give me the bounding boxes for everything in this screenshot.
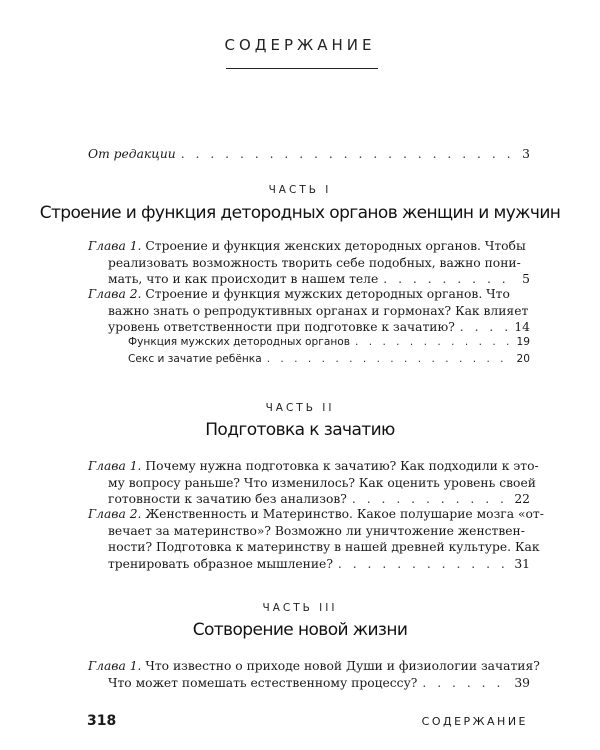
toc-entry-chapter[interactable] [88, 658, 540, 691]
leader-dots [460, 319, 510, 336]
leader-dots [338, 556, 509, 573]
chapter-line: Что известно о приходе новой Души и физиологии зачатия? [145, 659, 540, 673]
toc-entry-page: 39 [514, 675, 530, 690]
chapter-number: Глава 1. [88, 459, 142, 473]
part-label: ЧАСТЬ III [262, 602, 338, 614]
footer-running-title: СОДЕРЖАНИЕ [421, 715, 528, 728]
chapter-line: Строение и функция мужских детородных органов. Что [145, 287, 510, 301]
chapter-line: Женственность и Материнство. Какое полушарие мозга «от- [145, 507, 544, 521]
chapter-line: реализовать возможность творить себе подобных, важно пони- [108, 255, 521, 270]
toc-entry-editorial[interactable] [88, 146, 530, 163]
leader-dots [267, 353, 512, 365]
chapter-number: Глава 1. [88, 239, 142, 253]
leader-dots [422, 675, 509, 692]
toc-entry-chapter[interactable] [88, 506, 544, 572]
part-title: Сотворение новой жизни [192, 620, 408, 640]
chapter-line: важно знать о репродуктивных органах и гормонах? Как влияет [108, 303, 529, 318]
toc-entry-page: 14 [514, 320, 530, 335]
leader-dots [355, 336, 512, 348]
chapter-line: готовности к зачатию без анализов? [108, 492, 347, 507]
chapter-number: Глава 2. [88, 507, 142, 521]
toc-entry-page: 22 [514, 492, 530, 507]
title-divider [226, 68, 378, 69]
toc-entry-page: 5 [522, 272, 530, 287]
chapter-line: Почему нужна подготовка к зачатию? Как подходили к это- [145, 459, 539, 473]
subsection-label: Функция мужских детородных органов [128, 336, 350, 348]
toc-entry-page: 3 [522, 147, 530, 161]
part-label: ЧАСТЬ II [265, 402, 335, 414]
page-title: СОДЕРЖАНИЕ [224, 36, 376, 54]
chapter-line: ности? Подготовка к материнству в нашей древней культуре. Как [108, 540, 540, 555]
toc-entry-page: 20 [516, 353, 530, 365]
part-label: ЧАСТЬ I [268, 184, 332, 196]
leader-dots [181, 146, 517, 163]
toc-entry-label: От редакции [88, 147, 176, 161]
subsection-label: Секс и зачатие ребёнка [128, 353, 262, 365]
toc-subsection[interactable] [128, 353, 530, 369]
chapter-line: вечает за материнство»? Возможно ли уничтожение женствен- [108, 523, 525, 538]
chapter-number: Глава 1. [88, 659, 142, 673]
chapter-line: мать, что и как происходит в нашем теле [108, 272, 379, 287]
toc-entry-chapter[interactable] [88, 458, 539, 508]
toc-subsection[interactable] [128, 336, 530, 352]
chapter-line: му вопросу раньше? Что изменилось? Как оценить уровень своей [108, 475, 536, 490]
chapter-line: Строение и функция женских детородных органов. Чтобы [145, 239, 526, 253]
chapter-line: уровень ответственности при подготовке к зачатию? [108, 320, 455, 335]
toc-entry-page: 31 [514, 556, 530, 571]
toc-entry-page: 19 [516, 336, 530, 348]
part-title: Подготовка к зачатию [205, 420, 395, 440]
chapter-line: тренировать образное мышление? [108, 556, 333, 571]
chapter-line: Что может помешать естественному процессу? [108, 675, 418, 690]
part-title: Строение и функция детородных органов женщин и мужчин [39, 203, 561, 223]
toc-entry-chapter[interactable] [88, 286, 530, 336]
footer-page-number: 318 [87, 713, 117, 729]
chapter-number: Глава 2. [88, 287, 142, 301]
toc-entry-chapter[interactable] [88, 238, 530, 288]
